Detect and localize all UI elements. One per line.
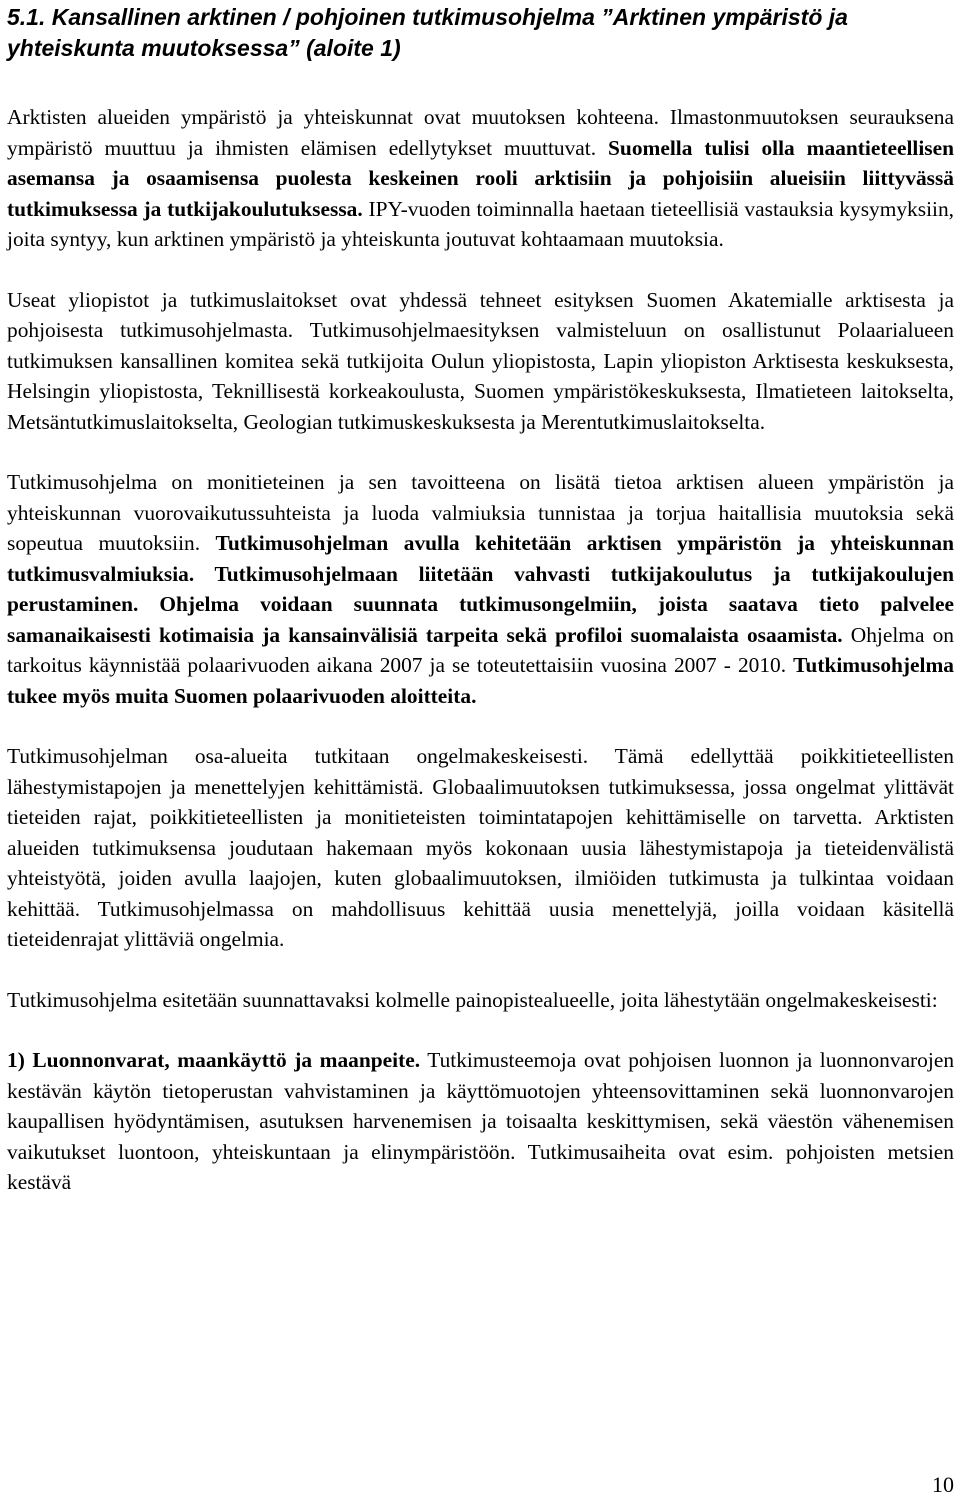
paragraph-4 [7, 741, 954, 955]
paragraph-3-text-2: Ohjelma on tarkoitus käynnistää polaarivuoden aikana 2007 ja se toteutettaisiin vuosina 2007 - 2010. [7, 622, 954, 677]
paragraph-3-text-1: Tutkimusohjelma on monitieteinen ja sen tavoitteena on lisätä tietoa arktisen alueen ympäristön ja yhteiskunnan vuorovaikutussuhteista ja luoda valmiuksia tunnistaa ja torjua haitallisia muutoksia sekä sopeutua muutoksiin. [7, 470, 954, 555]
paragraph-5-text-1: Tutkimusohjelma esitetään suunnattavaksi kolmelle painopistealueelle, joita lähestytään ongelmakeskeisesti: [7, 987, 938, 1012]
paragraph-5 [7, 985, 954, 1016]
page-number: 10 [932, 1472, 954, 1497]
paragraph-6-text-1: Tutkimusteemoja ovat pohjoisen luonnon ja luonnonvarojen kestävän käytön tietoperustan vahvistaminen ja käyttömuotojen yhteensovittaminen sekä luonnonvarojen kaupallisen hyödyntämisen, asutuksen harvenemisen ja toisaalta keskittymisen, sekä väestön vähenemisen vaikutukset luontoon, yhteiskuntaan ja elinympäristöön. Tutkimusaiheita ovat esim. pohjoisten metsien kestävä [7, 1048, 955, 1194]
paragraph-6-bold-1: 1) Luonnonvarat, maankäyttö ja maanpeite. [7, 1048, 421, 1072]
paragraph-3-bold-1: Tutkimusohjelman avulla kehitetään arktisen ympäristön ja yhteiskunnan tutkimusvalmiuksia. Tutkimusohjelmaan liitetään vahvasti tutkijakoulutus ja tutkijakoulujen perustaminen. Ohjelma voidaan suunnata tutkimusongelmiin, joista saatava tieto palvelee samanaikaisesti kotimaisia ja kansainvälisiä tarpeita sekä profiloi suomalaista osaamista. [7, 531, 954, 647]
paragraph-2-text-1: Useat yliopistot ja tutkimuslaitokset ovat yhdessä tehneet esityksen Suomen Akatemialle arktisesta ja pohjoisesta tutkimusohjelmasta. Tutkimusohjelmaesityksen valmisteluun on osallistunut Polaarialueen tutkimuksen kansallinen komitea sekä tutkijoita Oulun yliopistosta, Lapin yliopiston Arktisesta keskuksesta, Helsingin yliopistosta, Teknillisestä korkeakoulusta, Suomen ympäristökeskuksesta, Ilmatieteen laitokselta, Metsäntutkimuslaitokselta, Geologian tutkimuskeskuksesta ja Merentutkimuslaitokselta. [7, 287, 954, 434]
section-heading: 5.1. Kansallinen arktinen / pohjoinen tutkimusohjelma ”Arktinen ympäristö ja yhteiskunta muutoksessa” (aloite 1) [7, 4, 848, 61]
paragraph-1-text-2: IPY-vuoden toiminnalla haetaan tieteellisiä vastauksia kysymyksiin, joita syntyy, kun arktinen ympäristö ja yhteiskunta joutuvat kohtaamaan muutoksia. [7, 196, 955, 251]
paragraph-4-text-1: Tutkimusohjelman osa-alueita tutkitaan ongelmakeskeisesti. Tämä edellyttää poikkitieteellisten lähestymistapojen ja menettelyjen kehittämistä. Globaalimuutoksen tutkimuksessa, jossa ongelmat ylittävät tieteiden rajat, poikkitieteellisten ja monitieteisten toimintatapojen kehittämiselle on tarvetta. Arktisten alueiden tutkimuksensa joudutaan hakemaan myös kokonaan uusia lähestymistapoja ja tieteidenvälistä yhteistyötä, joiden avulla laajojen, kuten globaalimuutoksen, ilmiöiden tutkimusta ja tulkintaa voidaan kehittää. Tutkimusohjelmassa on mahdollisuus kehittää uusia menettelyjä, joilla voidaan käsitellä tieteidenrajat ylittäviä ongelmia. [7, 744, 954, 951]
paragraph-6 [7, 1045, 954, 1198]
paragraph-1-bold-1: Suomella tulisi olla maantieteellisen asemansa ja osaamisensa puolesta keskeinen rooli arktisiin ja pohjoisiin alueisiin liittyvässä tutkimuksessa ja tutkijakoulutuksessa. [7, 135, 954, 221]
paragraph-1 [7, 102, 954, 255]
document-page [7, 0, 954, 1198]
paragraph-3 [7, 467, 954, 711]
paragraph-2 [7, 285, 954, 438]
paragraph-3-bold-2: Tutkimusohjelma tukee myös muita Suomen polaarivuoden aloitteita. [7, 653, 954, 708]
paragraph-1-text-1: Arktisten alueiden ympäristö ja yhteiskunnat ovat muutoksen kohteena. Ilmastonmuutoksen seurauksena ympäristö muuttuu ja ihmisten elämisen edellytykset muuttuvat. [7, 105, 954, 160]
